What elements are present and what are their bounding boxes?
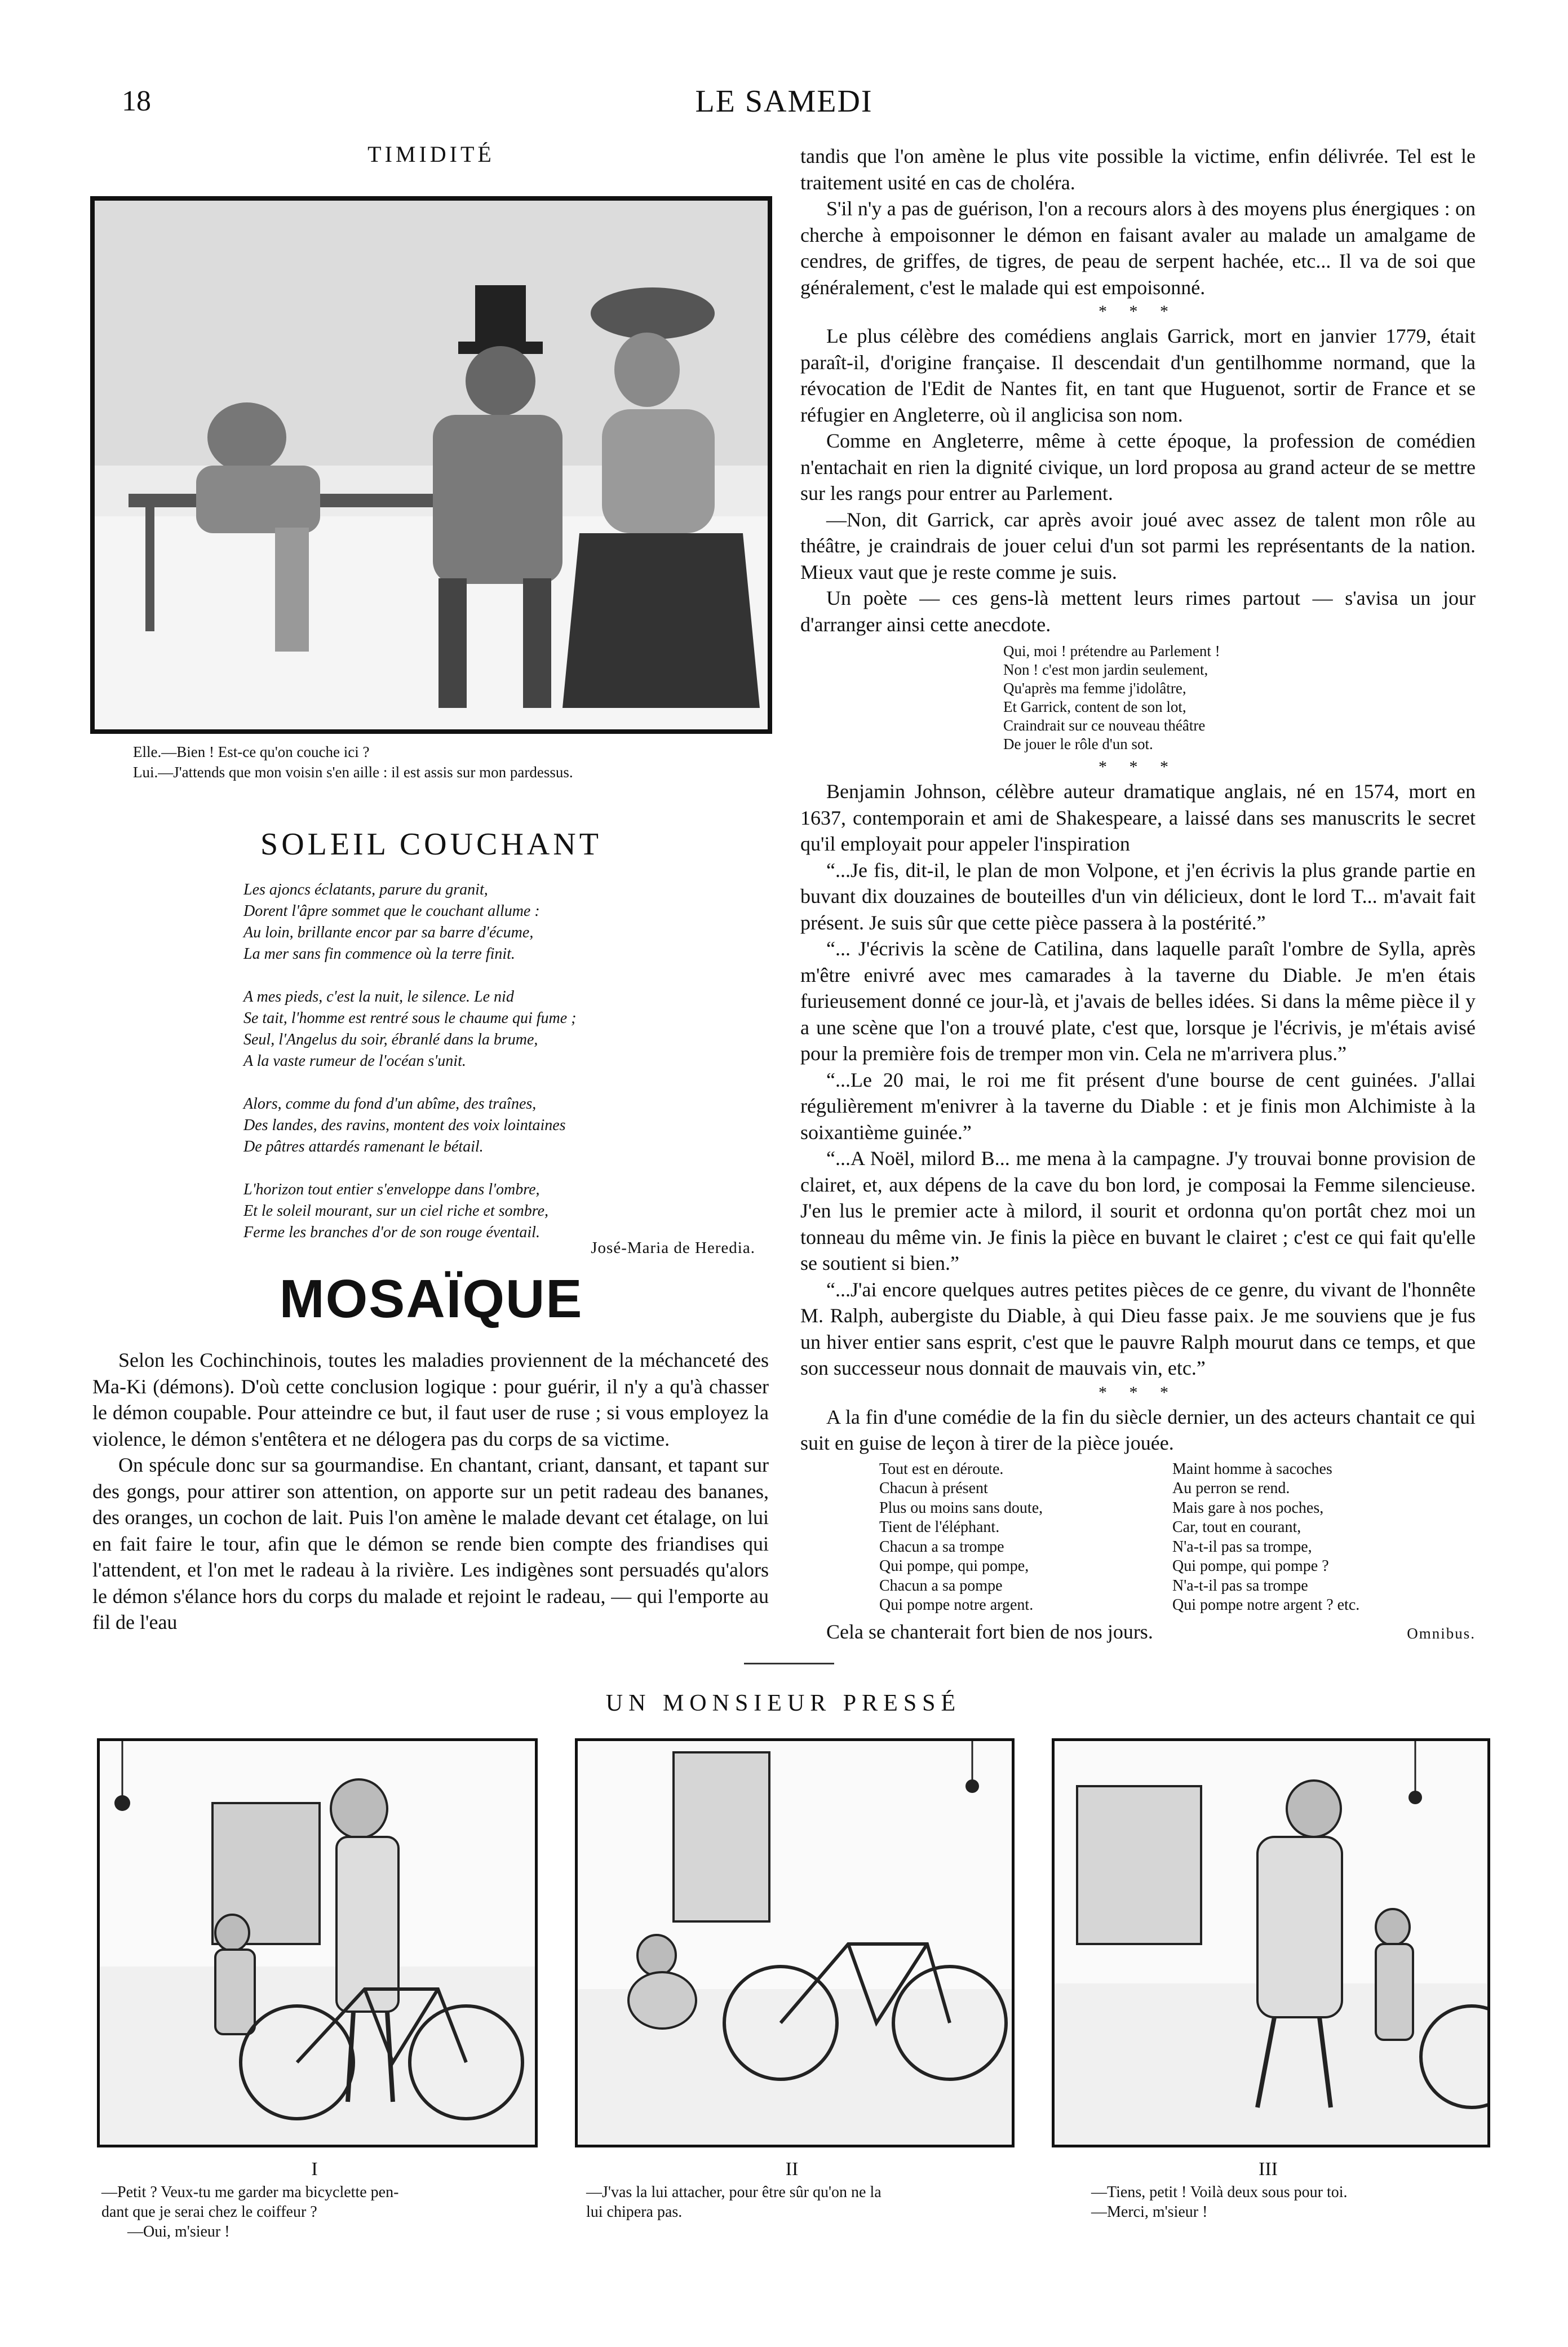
song-left-stanza (879, 1460, 1172, 1615)
verse-line: Qu'après ma femme j'idolâtre, (1003, 680, 1186, 697)
song-line: Au perron se rend. (1172, 1480, 1290, 1497)
song-line: Chacun a sa trompe (879, 1538, 1004, 1556)
song-line: Tient de l'éléphant. (879, 1518, 1000, 1536)
comic-panel-2 (575, 1738, 1015, 2147)
poem-line: Et le soleil mourant, sur un ciel riche et sombre, (243, 1202, 548, 1220)
poem-line: Se tait, l'homme est rentré sous le chaume qui fume ; (243, 1009, 577, 1027)
song-right-stanza (1172, 1460, 1359, 1615)
comic-panel-3 (1052, 1738, 1490, 2147)
panel-2-caption (586, 2182, 1015, 2222)
mosaique-title: MOSAÏQUE (279, 1269, 583, 1329)
closing-line: Cela se chanterait fort bien de nos jours. (826, 1620, 1153, 1643)
poem-line: Alors, comme du fond d'un abîme, des traînes, (243, 1095, 537, 1113)
verse-line: Et Garrick, content de son lot, (1003, 698, 1186, 715)
poem-line: A mes pieds, c'est la nuit, le silence. Le nid (243, 988, 514, 1006)
comic-panel-2-drawing (578, 1741, 1012, 2145)
paragraph: —Non, dit Garrick, car après avoir joué avec assez de talent mon rôle au théâtre, je craindrais de jouer celui d'un sot parmi les représentants de la nation. Mieux vaut que je reste comme je suis. (800, 508, 1476, 583)
poem-title: SOLEIL COUCHANT (260, 827, 602, 862)
poem-line: Des landes, des ravins, montent des voix lointaines (243, 1117, 566, 1134)
poem-stanza (243, 986, 751, 1072)
song-line: Qui pompe notre argent ? etc. (1172, 1596, 1360, 1614)
caption-line: —J'vas la lui attacher, pour être sûr qu'on ne la (586, 2184, 882, 2201)
panel-3-number: III (1259, 2159, 1278, 2180)
timidite-illustration (90, 196, 772, 734)
page-number: 18 (122, 85, 151, 117)
paragraph: “... J'écrivis la scène de Catilina, dans laquelle paraît l'ombre de Sylla, après m'être enivré avec mes camarades à la taverne du Diable. Je m'en étais furieusement donné ce jour-là, et j'avais de belles idées. Si dans la même pièce il y a une scène que l'on a trouvé plate, c'est que, lorsque je l'écrivis, je m'étais avisé pour la première fois de tremper mon vin. Cela ne m'arrivera plus.” (800, 937, 1476, 1065)
song-line: Chacun à présent (879, 1480, 988, 1497)
comic-panel-1-drawing (100, 1741, 535, 2145)
timidite-caption (133, 742, 764, 782)
poem-body (243, 879, 751, 1243)
song-line: Chacun a sa pompe (879, 1577, 1003, 1595)
comic-panel-1 (97, 1738, 538, 2147)
poem-line: Ferme les branches d'or de son rouge éventail. (243, 1224, 540, 1241)
caption-line: lui chipera pas. (586, 2203, 683, 2221)
paragraph: Comme en Angleterre, même à cette époque, la profession de comédien n'entachait en rien la dignité civique, un lord proposa au grand acteur de se mettre sur les rangs pour entrer au Parlement. (800, 429, 1476, 504)
paragraph: “...Je fis, dit-il, le plan de mon Volpone, et j'en écrivis la plus grande partie en buvant dix douzaines de bouteilles d'un vin délicieux, dont le lord T... m'avait fait présent. Je suis sûr que cette pièce passera à la postérité.” (800, 858, 1476, 934)
song-line: Plus ou moins sans doute, (879, 1499, 1043, 1517)
caption-line: —Tiens, petit ! Voilà deux sous pour toi. (1091, 2184, 1348, 2201)
poem-stanza (243, 1179, 751, 1243)
mosaique-right-column (800, 143, 1476, 1646)
closing (800, 1619, 1476, 1647)
song-line: Maint homme à sacoches (1172, 1460, 1332, 1478)
paragraph: tandis que l'on amène le plus vite possible la victime, enfin délivrée. Tel est le traitement usité en cas de choléra. (800, 145, 1476, 194)
paragraph: Benjamin Johnson, célèbre auteur dramatique anglais, né en 1574, mort en 1637, contemporain et ami de Shakespeare, a laissé dans ses manuscrits le secret qu'il employait pour appeler l'inspiration (800, 780, 1476, 855)
separator: * * * (1099, 302, 1177, 321)
paragraph: A la fin d'une comédie de la fin du siècle dernier, un des acteurs chantait ce qui suit en guise de leçon à tirer de la pièce jouée. (800, 1405, 1476, 1454)
garrick-verse (1003, 642, 1476, 754)
separator: * * * (1099, 758, 1177, 776)
song (879, 1460, 1476, 1615)
caption-line: dant que je serai chez le coiffeur ? (101, 2203, 317, 2221)
paragraph: S'il n'y a pas de guérison, l'on a recours alors à des moyens plus énergiques : on cherche à empoisonner le démon en faisant avaler au malade un amalgame de cendres, de griffes, de tigres, de peau de serpent hachée, etc... Il va de soi que généralement, c'est le malade qui est empoisonné. (800, 197, 1476, 299)
song-line: Qui pompe notre argent. (879, 1596, 1034, 1614)
panel-1-caption (101, 2182, 535, 2242)
timidite-drawing (95, 201, 768, 729)
caption-line: —Merci, m'sieur ! (1091, 2203, 1208, 2221)
journal-title: LE SAMEDI (695, 84, 873, 119)
paragraph: Le plus célèbre des comédiens anglais Garrick, mort en janvier 1779, était paraît-il, d'origine française. Il descendait d'un gentilhomme normand, que la révocation de l'Edit de Nantes fit, en tant que Huguenot, sortir de France et se réfugier en Angleterre, où il anglicisa son nom. (800, 325, 1476, 426)
verse-line: Qui, moi ! prétendre au Parlement ! (1003, 643, 1220, 659)
paragraph: Un poète — ces gens-là mettent leurs rimes partout — s'avisa un jour d'arranger ainsi cette anecdote. (800, 587, 1476, 636)
poem-line: Au loin, brillante encor par sa barre d'écume, (243, 924, 534, 941)
caption-line: —Oui, m'sieur ! (127, 2223, 230, 2240)
poem-line: L'horizon tout entier s'enveloppe dans l'ombre, (243, 1181, 540, 1198)
mosaique-left-column (92, 1347, 769, 1636)
paragraph: “...A Noël, milord B... me mena à la campagne. J'y trouvai bonne provision de clairet, et, aux dépens de la cave du bon lord, je composai la Femme silencieuse. J'en lus le premier acte à milord, il sourit et ordonna qu'on portât chez moi un tonneau du même vin. Je finis la pièce en buvant le clairet ; c'est ce qui fait qu'elle se soutient si bien.” (800, 1147, 1476, 1274)
poem-line: Les ajoncs éclatants, parure du granit, (243, 881, 488, 898)
comic-panel-3-drawing (1055, 1741, 1487, 2145)
verse-line: De jouer le rôle d'un sot. (1003, 736, 1153, 752)
verse-line: Craindrait sur ce nouveau théâtre (1003, 717, 1206, 734)
song-line: Qui pompe, qui pompe ? (1172, 1557, 1329, 1575)
song-line: Tout est en déroute. (879, 1460, 1004, 1478)
timidite-title: TIMIDITÉ (367, 141, 495, 167)
mosaique-signature: Omnibus. (1407, 1624, 1476, 1642)
caption-line: —Petit ? Veux-tu me garder ma bicyclette pen- (101, 2184, 399, 2201)
poem-line: A la vaste rumeur de l'océan s'unit. (243, 1052, 466, 1070)
caption-line: Lui.—J'attends que mon voisin s'en aille : il est assis sur mon pardessus. (133, 764, 573, 781)
paragraph: On spécule donc sur sa gourmandise. En chantant, criant, dansant, et tapant sur des gongs, pour attirer son attention, on apporte sur un petit radeau des bananes, des oranges, un cochon de lait. Puis l'on amène le malade devant cet étalage, on lui en fait faire le tour, afin que le démon se rende bien compte des friandises qui l'attendent, et l'on met le radeau à la rivière. Les indigènes sont persuadés qu'alors le démon s'élance hors du corps du malade et rejoint le radeau, — qui l'emporte au fil de l'eau (92, 1454, 769, 1633)
panel-1-number: I (311, 2159, 318, 2180)
paragraph: Selon les Cochinchinois, toutes les maladies proviennent de la méchanceté des Ma-Ki (démons). D'où cette conclusion logique : pour guérir, il n'y a qu'à chasser le démon coupable. Pour atteindre ce but, il faut user de ruse ; si vous employez la violence, le démon s'entêtera et ne délogera pas du corps de sa victime. (92, 1349, 769, 1450)
panel-2-number: II (785, 2159, 799, 2180)
separator: * * * (1099, 1383, 1177, 1402)
section-rule (744, 1663, 834, 1664)
poem-stanza (243, 879, 751, 965)
poem-signature: José-Maria de Heredia. (591, 1239, 755, 1257)
poem-line: La mer sans fin commence où la terre finit. (243, 945, 515, 963)
song-line: Car, tout en courant, (1172, 1518, 1301, 1536)
poem-line: Seul, l'Angelus du soir, ébranlé dans la brume, (243, 1031, 538, 1048)
song-line: Qui pompe, qui pompe, (879, 1557, 1029, 1575)
caption-line: Elle.—Bien ! Est-ce qu'on couche ici ? (133, 743, 370, 760)
song-line: Mais gare à nos poches, (1172, 1499, 1324, 1517)
poem-line: De pâtres attardés ramenant le bétail. (243, 1138, 484, 1155)
comic-title: UN MONSIEUR PRESSÉ (605, 1690, 962, 1716)
poem-stanza (243, 1093, 751, 1158)
poem-line: Dorent l'âpre sommet que le couchant allume : (243, 902, 540, 920)
song-line: N'a-t-il pas sa trompe (1172, 1577, 1308, 1595)
panel-3-caption (1091, 2182, 1480, 2222)
song-line: N'a-t-il pas sa trompe, (1172, 1538, 1312, 1556)
paragraph: “...Le 20 mai, le roi me fit présent d'une bourse de cent guinées. J'allai régulièrement m'enivrer à la taverne du Diable : et je finis mon Alchimiste à la soixantième guinée.” (800, 1068, 1476, 1144)
verse-line: Non ! c'est mon jardin seulement, (1003, 661, 1208, 678)
paragraph: “...J'ai encore quelques autres petites pièces de ce genre, du vivant de l'honnête M. Ralph, aubergiste du Diable, à qui Dieu fasse paix. Je me souviens que je fus un hiver entier sans esprit, c'est que le pauvre Ralph mourut dans ce temps, et que son successeur nous donnait de mauvais vin, etc.” (800, 1278, 1476, 1379)
